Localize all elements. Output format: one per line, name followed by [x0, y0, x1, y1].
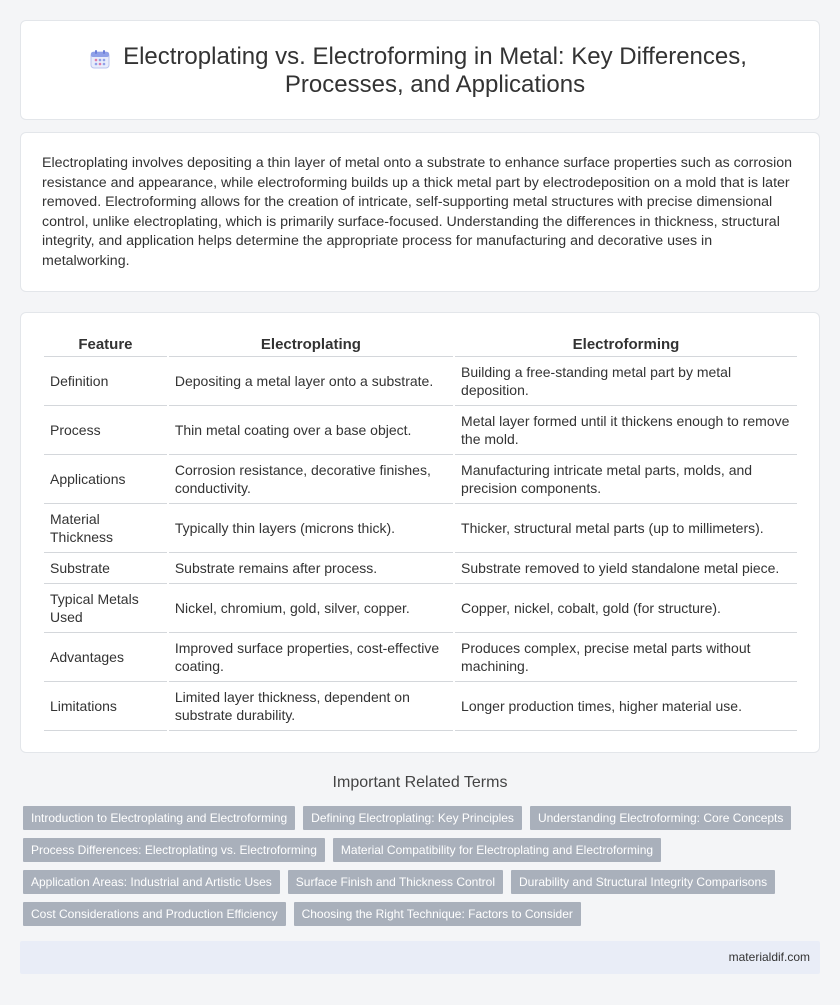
page-title: Electroplating vs. Electroforming in Metal: Key Differences, Processes, and Applications: [123, 43, 747, 98]
table-header-row: [44, 333, 797, 357]
table-row: [44, 682, 797, 731]
related-term-tag[interactable]: Process Differences: Electroplating vs. Electroforming: [23, 838, 325, 862]
table-cell-electroforming: Thicker, structural metal parts (up to millimeters).: [455, 504, 797, 553]
table-cell-feature: Advantages: [44, 633, 167, 682]
table-cell-electroforming: Metal layer formed until it thickens enough to remove the mold.: [455, 406, 797, 455]
related-terms-title: Important Related Terms: [332, 774, 508, 791]
table-cell-electroforming: Longer production times, higher material use.: [455, 682, 797, 731]
related-term-tag[interactable]: Defining Electroplating: Key Principles: [303, 806, 522, 830]
table-cell-feature: Applications: [44, 455, 167, 504]
table-cell-electroplating: Limited layer thickness, dependent on substrate durability.: [169, 682, 453, 731]
related-term-tag[interactable]: Understanding Electroforming: Core Concepts: [530, 806, 791, 830]
table-cell-electroforming: Building a free-standing metal part by metal deposition.: [455, 357, 797, 406]
table-cell-electroplating: Depositing a metal layer onto a substrate.: [169, 357, 453, 406]
related-terms-list: [23, 806, 803, 926]
table-cell-electroplating: Substrate remains after process.: [169, 553, 453, 584]
related-term-tag[interactable]: Choosing the Right Technique: Factors to Consider: [294, 902, 581, 926]
table-row: [44, 357, 797, 406]
related-term-tag[interactable]: Introduction to Electroplating and Electroforming: [23, 806, 295, 830]
table-cell-feature: Substrate: [44, 553, 167, 584]
table-row: [44, 584, 797, 633]
table-cell-electroforming: Produces complex, precise metal parts without machining.: [455, 633, 797, 682]
table-cell-electroplating: Improved surface properties, cost-effective coating.: [169, 633, 453, 682]
table-cell-electroplating: Thin metal coating over a base object.: [169, 406, 453, 455]
header-feature: Feature: [44, 333, 167, 357]
table-cell-feature: Material Thickness: [44, 504, 167, 553]
table-cell-electroforming: Copper, nickel, cobalt, gold (for structure).: [455, 584, 797, 633]
related-term-tag[interactable]: Application Areas: Industrial and Artistic Uses: [23, 870, 280, 894]
related-term-tag[interactable]: Surface Finish and Thickness Control: [288, 870, 503, 894]
intro-paragraph: Electroplating involves depositing a thin layer of metal onto a substrate to enhance surface properties such as corrosion resistance and appearance, while electroforming builds up a thick metal part by electrodeposition on a mold that is later removed. Electroforming allows for the creation of intricate, self-supporting metal structures with precise dimensional control, unlike electroplating, which is primarily surface-focused. Understanding the differences in thickness, structural integrity, and application helps determine the appropriate process for manufacturing and decorative uses in metalworking.: [42, 155, 792, 269]
related-term-tag[interactable]: Cost Considerations and Production Efficiency: [23, 902, 286, 926]
table-cell-electroplating: Corrosion resistance, decorative finishes, conductivity.: [169, 455, 453, 504]
related-term-tag[interactable]: Material Compatibility for Electroplating and Electroforming: [333, 838, 661, 862]
table-cell-electroplating: Typically thin layers (microns thick).: [169, 504, 453, 553]
table-cell-feature: Typical Metals Used: [44, 584, 167, 633]
table-row: [44, 406, 797, 455]
table-row: [44, 633, 797, 682]
header-electroplating: Electroplating: [169, 333, 453, 357]
footer-site-link[interactable]: materialdif.com: [728, 950, 810, 964]
comparison-table: [42, 333, 799, 731]
footer: [20, 941, 820, 974]
table-cell-feature: Process: [44, 406, 167, 455]
header-electroforming: Electroforming: [455, 333, 797, 357]
table-row: [44, 553, 797, 584]
intro-card: [20, 132, 820, 292]
table-cell-feature: Definition: [44, 357, 167, 406]
table-row: [44, 504, 797, 553]
related-term-tag[interactable]: Durability and Structural Integrity Comparisons: [511, 870, 775, 894]
table-cell-electroforming: Manufacturing intricate metal parts, molds, and precision components.: [455, 455, 797, 504]
table-cell-feature: Limitations: [44, 682, 167, 731]
header-card: [20, 20, 820, 120]
table-cell-electroplating: Nickel, chromium, gold, silver, copper.: [169, 584, 453, 633]
comparison-table-card: [20, 312, 820, 753]
table-row: [44, 455, 797, 504]
table-cell-electroforming: Substrate removed to yield standalone metal piece.: [455, 553, 797, 584]
